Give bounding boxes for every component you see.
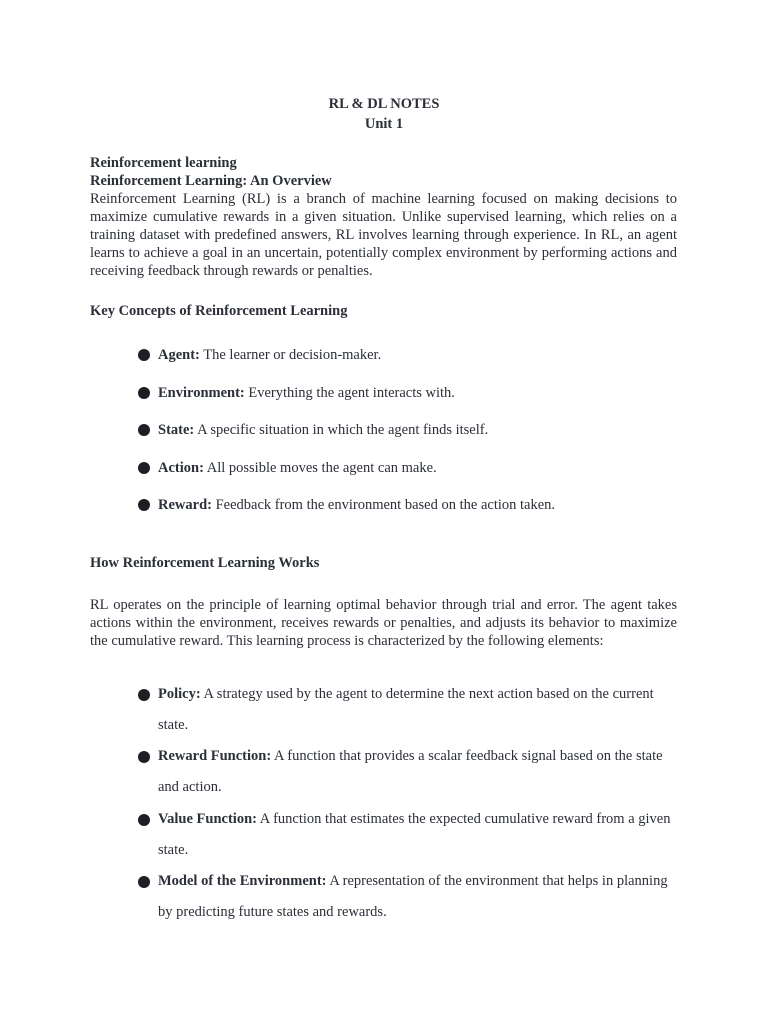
key-concepts-list xyxy=(136,345,681,533)
list-item-text: A function that provides a scalar feedback signal based on the state and action. xyxy=(158,748,663,796)
list-item xyxy=(136,866,681,928)
how-it-works-paragraph: RL operates on the principle of learning optimal behavior through trial and error. The agent takes actions within the environment, receives rewards or penalties, and adjusts its behavior to maximize the cumulative reward. This learning process is characterized by the following elements: xyxy=(90,597,677,649)
list-item-term: State: xyxy=(158,422,195,439)
bullet-icon xyxy=(138,462,150,474)
list-item xyxy=(136,458,681,496)
list-item-text: Feedback from the environment based on the action taken. xyxy=(211,497,556,514)
bullet-icon xyxy=(138,499,150,511)
bullet-icon xyxy=(138,814,150,826)
list-item-term: Value Function: xyxy=(158,810,257,827)
list-item-term: Environment: xyxy=(158,384,245,401)
list-item-term: Policy: xyxy=(158,686,201,702)
list-item-text: Everything the agent interacts with. xyxy=(244,384,455,401)
list-item xyxy=(136,383,681,421)
list-item-text: A specific situation in which the agent finds itself. xyxy=(194,422,489,439)
bullet-icon xyxy=(138,689,150,701)
rl-elements-list xyxy=(136,679,681,928)
list-item-term: Model of the Environment: xyxy=(158,872,327,889)
list-item xyxy=(136,495,681,533)
list-item-text: All possible moves the agent can make. xyxy=(203,459,437,476)
list-item-term: Reward Function: xyxy=(158,748,272,765)
list-item-text: A strategy used by the agent to determine the next action based on the current state. xyxy=(158,686,654,733)
list-item xyxy=(136,804,681,866)
intro-paragraph: Reinforcement Learning (RL) is a branch of machine learning focused on making decisions to maximize cumulative rewards in a given situation. Unlike supervised learning, which relies on a training dataset with predefined answers, RL involves learning through experience. In RL, an agent learns to achieve a goal in an uncertain, potentially complex environment by performing actions and receiving feedback through rewards or penalties. xyxy=(90,191,677,279)
section-heading-overview: Reinforcement Learning: An Overview xyxy=(90,173,332,189)
intro-section xyxy=(90,154,677,280)
list-item xyxy=(136,741,681,803)
section-heading-reinforcement-learning: Reinforcement learning xyxy=(90,155,237,171)
list-item xyxy=(136,420,681,458)
bullet-icon xyxy=(138,349,150,361)
bullet-icon xyxy=(138,751,150,763)
document-title xyxy=(0,94,768,134)
list-item-text: A representation of the environment that helps in planning by predicting future states and rewards. xyxy=(158,872,668,920)
title-line-2: Unit 1 xyxy=(364,116,404,132)
list-item-term: Action: xyxy=(158,459,204,476)
list-item xyxy=(136,679,681,741)
list-item xyxy=(136,345,681,383)
section-heading-key-concepts: Key Concepts of Reinforcement Learning xyxy=(90,303,348,319)
list-item-text: The learner or decision-maker. xyxy=(199,347,382,363)
bullet-icon xyxy=(138,876,150,888)
bullet-icon xyxy=(138,424,150,436)
list-item-text: A function that estimates the expected cumulative reward from a given state. xyxy=(158,810,671,858)
section-heading-how-it-works: How Reinforcement Learning Works xyxy=(90,555,320,571)
title-line-1: RL & DL NOTES xyxy=(328,96,440,112)
bullet-icon xyxy=(138,387,150,399)
list-item-term: Agent: xyxy=(158,347,200,363)
list-item-term: Reward: xyxy=(158,497,212,514)
